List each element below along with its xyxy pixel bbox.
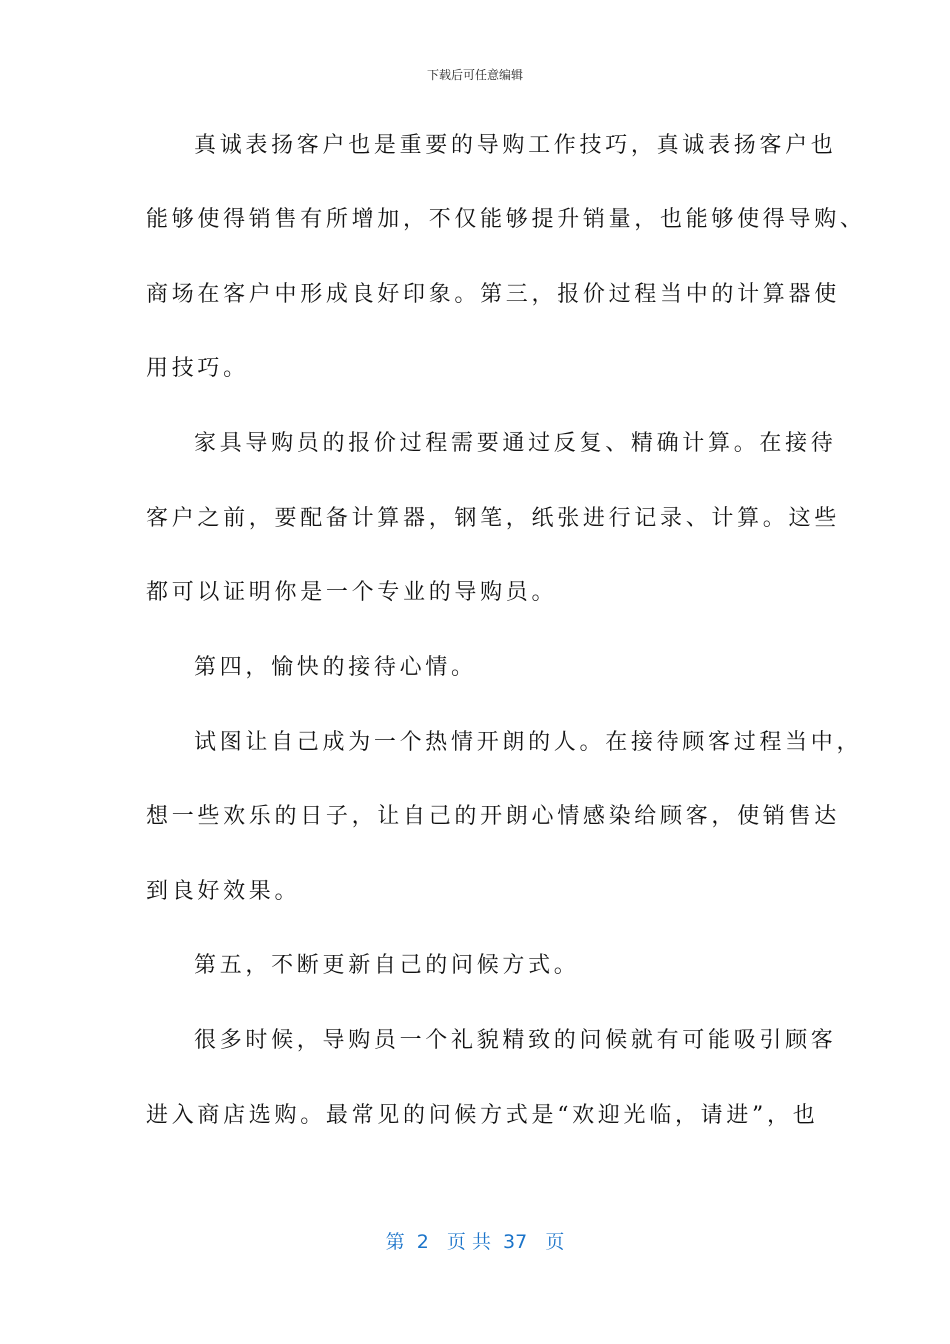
section-heading-fifth: 第五，不断更新自己的问候方式。 [194, 953, 580, 978]
paragraph-4-line-1: 试图让自己成为一个热情开朗的人。在接待顾客过程当中， [194, 730, 863, 755]
section-heading-fourth: 第四，愉快的接待心情。 [194, 655, 477, 680]
paragraph-4-line-3: 到良好效果。 [146, 879, 301, 904]
paragraph-1-line-2: 能够使得销售有所增加，不仅能够提升销量，也能够使得导购、 [146, 207, 866, 232]
paragraph-2-line-2: 客户之前，要配备计算器，钢笔，纸张进行记录、计算。这些 [146, 506, 840, 531]
paragraph-2-line-1: 家具导购员的报价过程需要通过反复、精确计算。在接待 [194, 431, 837, 456]
paragraph-6-line-1: 很多时候，导购员一个礼貌精致的问候就有可能吸引顾客 [194, 1028, 837, 1053]
paragraph-4-line-2: 想一些欢乐的日子，让自己的开朗心情感染给顾客，使销售达 [146, 804, 840, 829]
paragraph-2-line-3: 都可以证明你是一个专业的导购员。 [146, 580, 558, 605]
paragraph-1-line-4: 用技巧。 [146, 356, 249, 381]
paragraph-1-line-1: 真诚表扬客户也是重要的导购工作技巧，真诚表扬客户也 [194, 133, 837, 158]
page-number-footer: 第 2 页 共 37 页 [385, 1231, 565, 1253]
paragraph-6-line-2: 进入商店选购。最常见的问候方式是“欢迎光临，请进”，也 [146, 1103, 819, 1128]
header-note: 下载后可任意编辑 [426, 68, 523, 82]
paragraph-1-line-3: 商场在客户中形成良好印象。第三，报价过程当中的计算器使 [146, 282, 840, 307]
